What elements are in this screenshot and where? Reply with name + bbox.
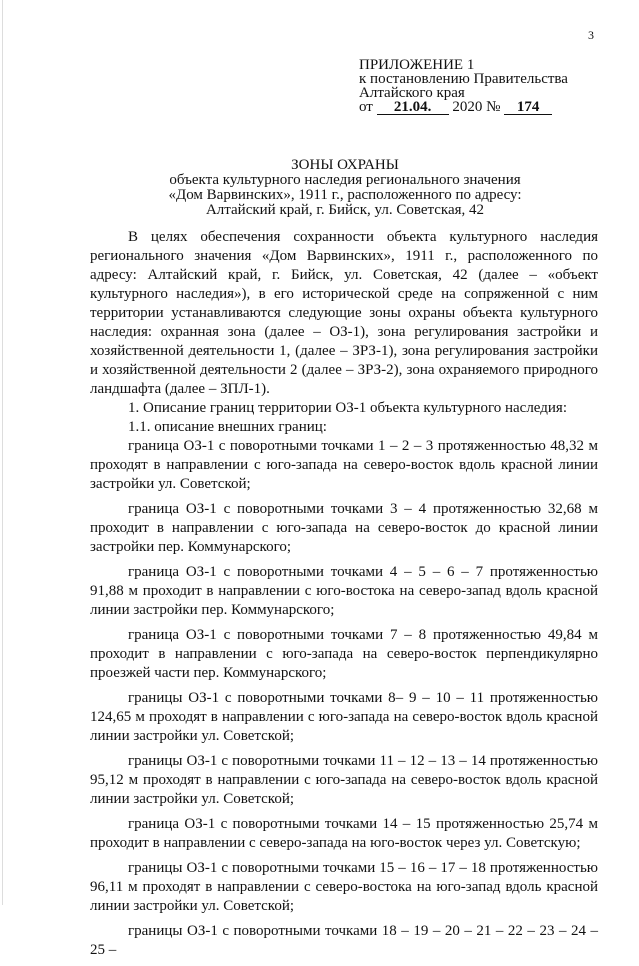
appendix-header: [359, 58, 568, 115]
subsection-heading: 1.1. описание внешних границ:: [128, 419, 327, 435]
boundary-paragraph: границы ОЗ-1 с поворотными точками 18 – 19 – 20 – 21 – 22 – 23 – 24 – 25 –: [90, 923, 598, 958]
document-body: [90, 228, 598, 966]
boundary-paragraph: границы ОЗ-1 с поворотными точками 8– 9 – 10 – 11 протяженностью 124,65 м проходят в направлении с юго-запада на северо-восток вдоль красной линии застройки ул. Советской;: [90, 690, 598, 744]
boundary-paragraph: границы ОЗ-1 с поворотными точками 11 – 12 – 13 – 14 протяженностью 95,12 м проходят в направлении с юго-запада на северо-восток вдоль красной линии застройки ул. Советской;: [90, 753, 598, 807]
title-line-4: Алтайский край, г. Бийск, ул. Советская, 42: [205, 202, 485, 218]
from-label: от: [359, 99, 373, 115]
boundary-paragraph: граница ОЗ-1 с поворотными точками 4 – 5 – 6 – 7 протяженностью 91,88 м проходит в направлении с юго-востока на северо-запад вдоль красной линии застройки пер. Коммунарского;: [90, 564, 598, 618]
resolution-year: 2020: [452, 99, 483, 115]
boundary-paragraph: граница ОЗ-1 с поворотными точками 14 – 15 протяженностью 25,74 м проходит в направлении с северо-запада на юго-восток через ул. Советскую;: [90, 816, 598, 851]
boundary-paragraph: граница ОЗ-1 с поворотными точками 1 – 2 – 3 протяженностью 48,32 м проходят в направлении с юго-запада на северо-восток вдоль красной линии застройки ул. Советской;: [90, 438, 598, 492]
boundary-paragraph: граница ОЗ-1 с поворотными точками 7 – 8 протяженностью 49,84 м проходит в направлении с юго-запада на северо-восток перпендикулярно проезжей части пер. Коммунарского;: [90, 627, 598, 681]
appendix-title: ПРИЛОЖЕНИЕ 1: [359, 57, 475, 73]
resolution-date: 21.04.: [377, 101, 449, 115]
intro-paragraph: В целях обеспечения сохранности объекта культурного наследия регионального значения «Дом Варвинских», 1911 г., расположенного по адресу: Алтайский край, г. Бийск, ул. Советская, 42 (далее – «объект культурного наследия»), в его исторической среде на сопряженной с ним территории устанавливаются следующие зоны охраны объекта культурного наследия: охранная зона (далее – ОЗ-1), зона регулирования застройки и хозяйственной деятельности 1, (далее – ЗРЗ-1), зона регулирования застройки и хозяйственной деятельности 2 (далее – ЗРЗ-2), зона охраняемого природного ландшафта (далее – ЗПЛ-1).: [90, 229, 598, 397]
boundary-paragraph: границы ОЗ-1 с поворотными точками 15 – 16 – 17 – 18 протяженностью 96,11 м проходят в направлении с северо-востока на юго-запад вдоль красной линии застройки ул. Советской;: [90, 860, 598, 914]
title-line-3: «Дом Варвинских», 1911 г., расположенного по адресу:: [168, 187, 522, 203]
appendix-line-1: к постановлению Правительства: [359, 71, 568, 87]
number-sign: №: [486, 99, 501, 115]
resolution-number: 174: [504, 101, 552, 115]
title-line-2: объекта культурного наследия регионального значения: [169, 172, 521, 188]
page-number: 3: [588, 28, 594, 42]
appendix-date-line: [359, 100, 568, 115]
section-heading: 1. Описание границ территории ОЗ-1 объекта культурного наследия:: [128, 400, 567, 416]
scan-edge-line: [2, 0, 3, 905]
title-line-1: ЗОНЫ ОХРАНЫ: [291, 157, 399, 173]
appendix-line-2: Алтайского края: [359, 85, 465, 101]
document-title: [90, 158, 600, 218]
boundary-paragraph: граница ОЗ-1 с поворотными точками 3 – 4 протяженностью 32,68 м проходит в направлении с юго-запада на северо-восток до красной линии застройки пер. Коммунарского;: [90, 501, 598, 555]
